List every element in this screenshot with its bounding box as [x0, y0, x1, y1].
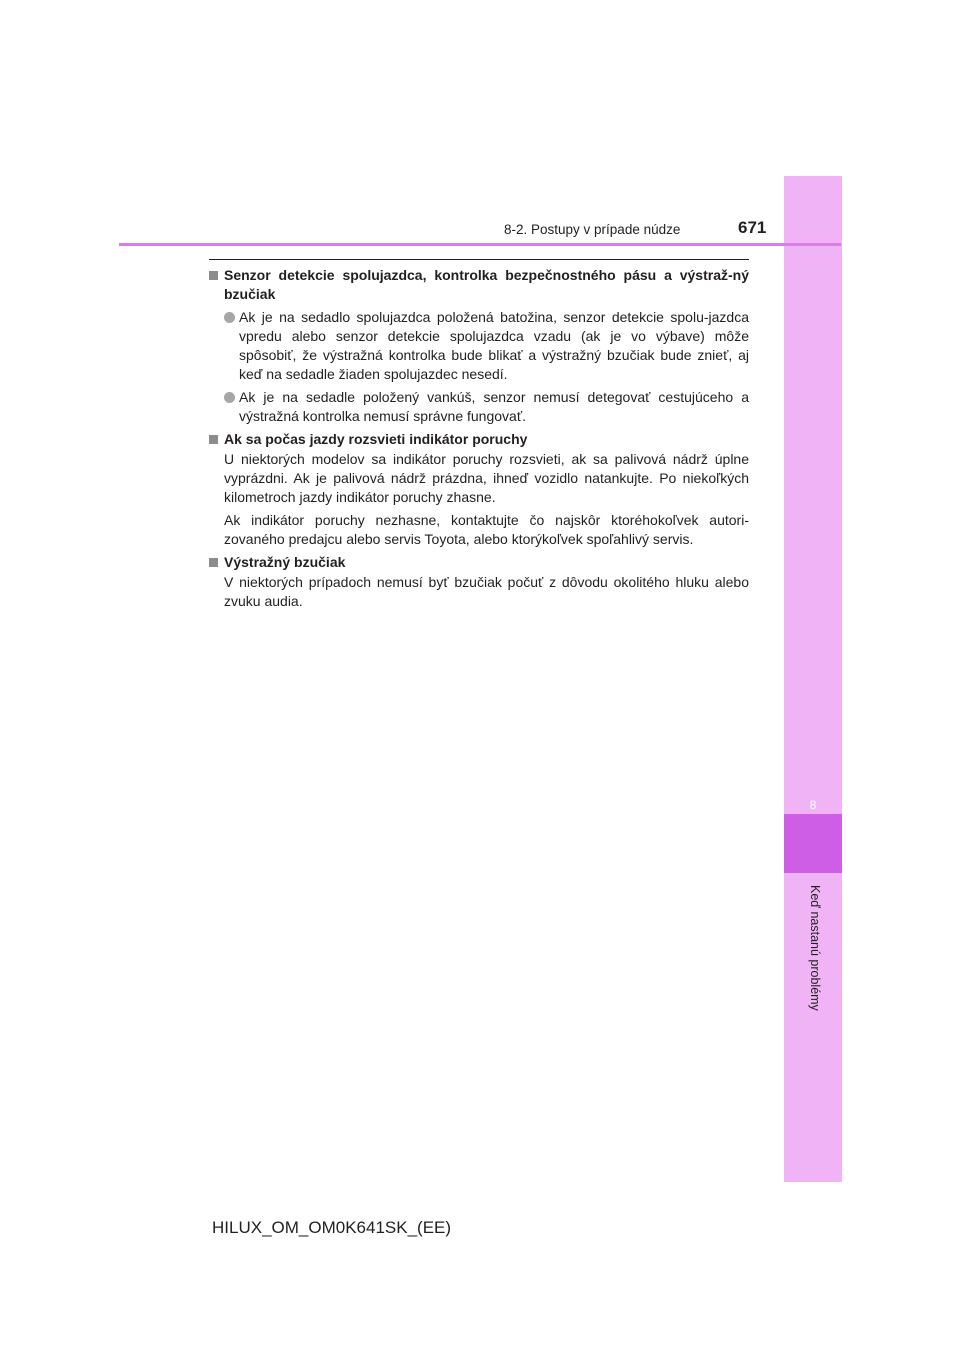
bullet-item — [209, 388, 749, 426]
square-bullet-icon — [209, 558, 218, 567]
paragraph: V niektorých prípadoch nemusí byť bzučiak počuť z dôvodu okolitého hluku alebo zvuku audia. — [224, 574, 749, 609]
round-bullet-icon — [224, 392, 235, 403]
chapter-title: Keď nastanú problémy — [808, 885, 822, 1011]
bullet-text: Ak je na sedadle položený vankúš, senzor nemusí detegovať cestujúceho a výstražná kontrolka nemusí správne fungovať. — [239, 389, 749, 424]
chapter-number: 8 — [809, 798, 817, 812]
paragraph: U niektorých modelov sa indikátor poruchy rozsvieti, ak sa palivová nádrž úplne vyprázdni. Ak je palivová nádrž prázdna, ihneď vozidlo natankujte. Po niekoľkých kilometroch jazdy indikátor poruchy zhasne. — [224, 451, 749, 505]
section-heading — [209, 553, 749, 572]
bullet-text: Ak je na sedadlo spolujazdca položená batožina, senzor detekcie spolu-jazdca vpredu alebo senzor detekcie spolujazdca vzadu (ak je vo výbave) môže spôsobiť, že výstražná kontrolka bude blikať a výstražný bzučiak bude znieť, aj keď na sedadle žiaden spolujazdec nesedí. — [239, 309, 749, 382]
page-content — [209, 266, 749, 611]
chapter-marker — [784, 814, 842, 873]
section-title: 8-2. Postupy v prípade núdze — [504, 222, 681, 237]
section-heading-text: Výstražný bzučiak — [224, 554, 346, 570]
page-number: 671 — [738, 218, 767, 237]
chapter-title-vertical — [804, 885, 822, 1045]
round-bullet-icon — [224, 312, 235, 323]
document-code: HILUX_OM_OM0K641SK_(EE) — [212, 1218, 452, 1237]
square-bullet-icon — [209, 435, 218, 444]
section-heading-text: Senzor detekcie spolujazdca, kontrolka bezpečnostného pásu a výstraž-ný bzučiak — [224, 267, 749, 302]
square-bullet-icon — [209, 271, 218, 280]
section-heading-text: Ak sa počas jazdy rozsvieti indikátor poruchy — [224, 431, 528, 447]
header-divider — [119, 243, 841, 246]
bullet-item — [209, 308, 749, 384]
paragraph: Ak indikátor poruchy nezhasne, kontaktujte čo najskôr ktoréhokoľvek autori-zovaného predajcu alebo servis Toyota, alebo ktorýkoľvek spoľahlivý servis. — [224, 512, 749, 547]
section-heading — [209, 430, 749, 449]
content-top-rule — [209, 259, 749, 260]
section-heading — [209, 266, 749, 304]
